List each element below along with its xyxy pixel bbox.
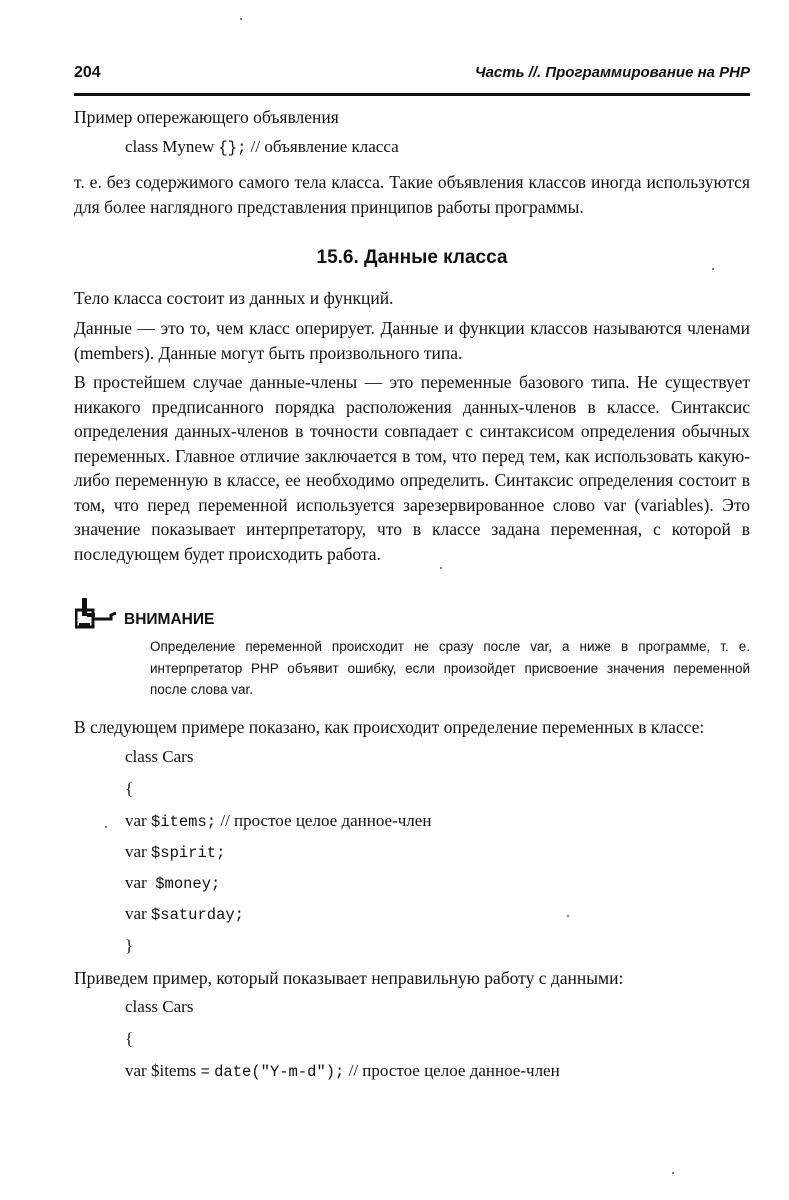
code-body: {}; — [218, 139, 247, 157]
date-call: date("Y-m-d"); — [214, 1063, 345, 1081]
code-mynew — [125, 137, 399, 157]
notice-title: ВНИМАНИЕ — [124, 611, 215, 628]
var-comment: // простое целое данное-член — [348, 1061, 560, 1080]
example-1-close-brace: } — [125, 936, 134, 955]
example-1-open-brace: { — [125, 779, 134, 798]
example-1-var-money — [125, 873, 220, 893]
header-rule — [74, 93, 750, 96]
notice-body: Определение переменной происходит не сразу после var, а ниже в программе, т. е. интерпретатор PHP объявит ошибку, если произойдет присвоение значения переменной после слова var. — [150, 639, 750, 697]
var-name: $money; — [155, 875, 221, 893]
page-header — [74, 62, 750, 90]
scan-speck — [712, 268, 714, 270]
scan-speck — [440, 567, 442, 569]
var-keyword: var — [125, 842, 147, 861]
scan-speck — [105, 826, 107, 828]
page-number: 204 — [74, 64, 101, 81]
paragraph-1: Тело класса состоит из данных и функций. — [74, 288, 394, 308]
paragraph-2: Данные — это то, чем класс оперирует. Данные и функции классов называются членами (members). Данные могут быть произвольного типа. — [74, 318, 750, 363]
example-1-intro: В следующем примере показано, как происходит определение переменных в классе: — [74, 717, 705, 737]
attention-hand-icon — [75, 597, 117, 629]
paragraph-after-code: т. е. без содержимого самого тела класса. Такие объявления классов иногда используются для более наглядного представления принципов работы программы. — [74, 172, 750, 217]
example-1-var-items — [125, 811, 431, 831]
scan-speck — [672, 1172, 674, 1174]
section-heading: 15.6. Данные класса — [316, 247, 508, 268]
example-1-var-saturday — [125, 904, 244, 924]
paragraph-3: В простейшем случае данные-члены — это переменные базового типа. Не существует никакого предписанного порядка расположения данных-членов в классе. Синтаксис определения данных-членов в точности совпадает с синтаксисом определения обычных переменных. Главное отличие заключается в том, что перед тем, как использовать какую-либо переменную в классе, ее необходимо определить. Синтаксис определения состоит в том, что перед переменной используется зарезервированное слово var (variables). Это значение показывает интерпретатору, что в классе задана переменная, с которой в последующем будет происходить работа. — [74, 372, 750, 564]
example-1-var-spirit — [125, 842, 225, 862]
forward-declaration-label: Пример опережающего объявления — [74, 107, 339, 127]
scan-speck — [240, 18, 242, 20]
code-class-name: Mynew — [162, 137, 215, 156]
code-keyword: class — [125, 137, 159, 156]
assign-operator: = — [200, 1063, 210, 1081]
example-2-intro: Приведем пример, который показывает неправильную работу с данными: — [74, 968, 624, 988]
example-2-open-brace: { — [125, 1029, 134, 1048]
var-name: $saturday; — [150, 906, 244, 924]
var-name: $spirit; — [150, 844, 226, 862]
var-comment: // простое целое данное-член — [220, 811, 432, 830]
example-1-class-line: class Cars — [125, 747, 194, 766]
scan-speck — [567, 915, 569, 917]
running-title: Часть //. Программирование на PHP — [474, 64, 750, 81]
example-2-var-items — [125, 1061, 560, 1081]
var-name: $items — [150, 1061, 197, 1080]
var-name: $items; — [150, 813, 217, 831]
code-comment: // объявление класса — [250, 137, 399, 156]
var-keyword: var — [125, 1061, 147, 1080]
var-keyword: var — [125, 873, 147, 892]
var-keyword: var — [125, 811, 147, 830]
var-keyword: var — [125, 904, 147, 923]
example-2-class-line: class Cars — [125, 997, 194, 1016]
